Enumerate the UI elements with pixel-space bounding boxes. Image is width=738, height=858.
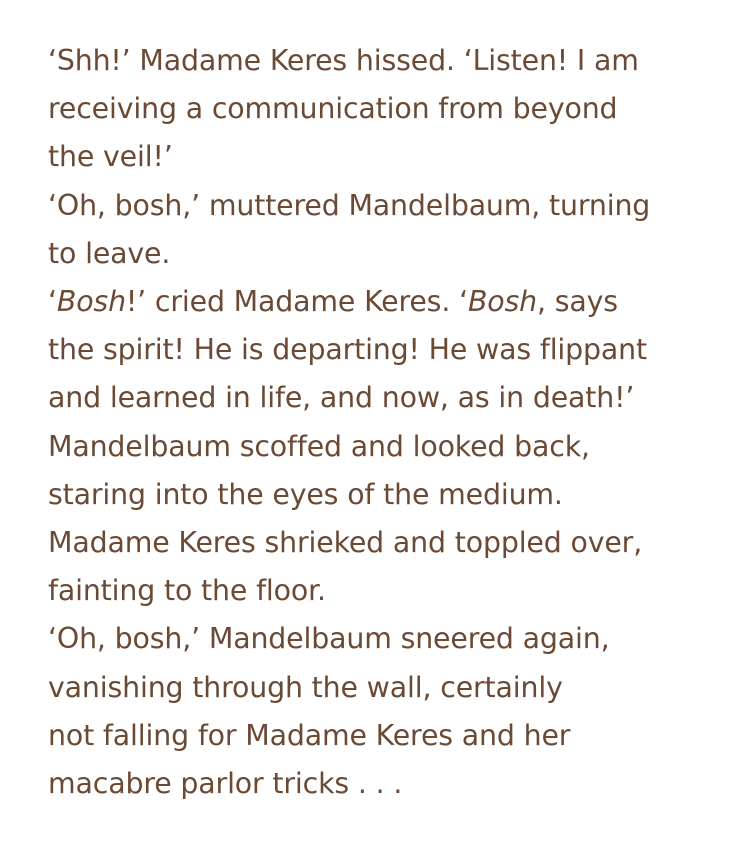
story-line (48, 278, 718, 326)
text-segment: ‘Shh!’ Madame Keres hissed. ‘Listen! I am (48, 44, 639, 77)
story-line (48, 37, 718, 85)
text-segment: to leave. (48, 236, 171, 270)
story-line (48, 326, 718, 374)
text-segment: and learned in life, and now, as in death!’ (48, 381, 635, 415)
text-segment: Madame Keres shrieked and toppled over, (48, 526, 643, 560)
story-line (48, 133, 718, 181)
text-segment: ‘ (48, 285, 57, 319)
text-segment: receiving a communication from beyond (48, 92, 618, 126)
story-line (48, 85, 718, 133)
text-segment: macabre parlor tricks . . . (48, 767, 403, 801)
text-segment: vanishing through the wall, certainly (48, 670, 563, 704)
story-line (48, 471, 718, 519)
story-line (48, 760, 718, 808)
story-line (48, 374, 718, 422)
text-segment: !’ cried Madame Keres. ‘ (125, 285, 468, 319)
story-text (48, 37, 718, 808)
text-segment: ‘Oh, bosh,’ Mandelbaum sneered again, (48, 622, 610, 656)
story-line (48, 182, 718, 230)
text-segment: , says (537, 285, 618, 319)
story-line (48, 615, 718, 663)
text-segment: fainting to the floor. (48, 574, 326, 608)
text-segment: ‘Oh, bosh,’ muttered Mandelbaum, turning (48, 188, 651, 222)
story-line (48, 519, 718, 567)
story-line (48, 712, 718, 760)
story-line (48, 664, 718, 712)
story-line (48, 567, 718, 615)
text-segment: not falling for Madame Keres and her (48, 718, 571, 752)
text-segment: staring into the eyes of the medium. (48, 477, 563, 511)
text-segment: the veil!’ (48, 140, 173, 174)
story-line (48, 230, 718, 278)
italic-text-segment: Bosh (56, 285, 126, 319)
italic-text-segment: Bosh (467, 285, 537, 319)
text-segment: the spirit! He is departing! He was flippant (48, 333, 647, 367)
text-segment: Mandelbaum scoffed and looked back, (48, 429, 590, 463)
story-line (48, 423, 718, 471)
